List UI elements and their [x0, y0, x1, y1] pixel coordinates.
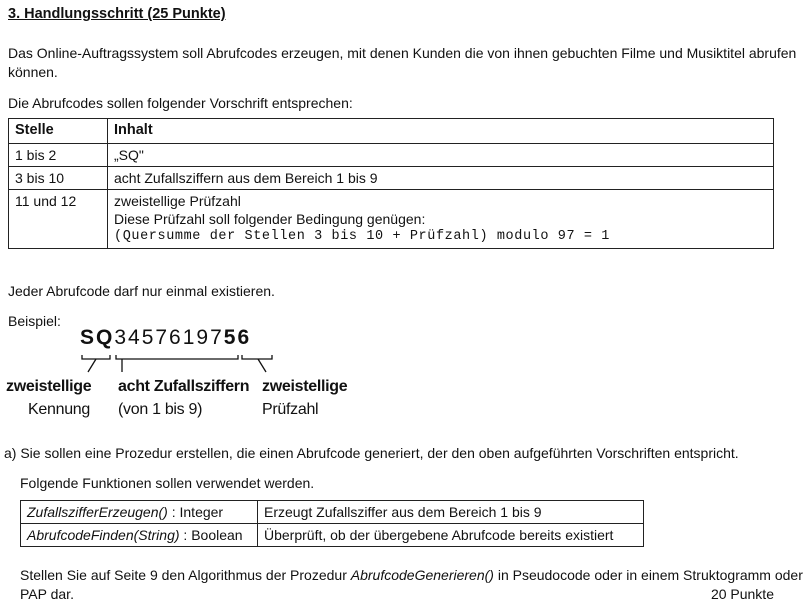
unique-note: Jeder Abrufcode darf nur einmal existieren.	[8, 283, 275, 299]
example-label: Beispiel:	[8, 313, 61, 329]
table-row	[21, 524, 644, 547]
header-inhalt: Inhalt	[108, 119, 774, 144]
inhalt-line: zweistellige Prüfzahl	[114, 193, 241, 209]
annotation-pruefzahl: zweistellige Prüfzahl	[262, 378, 348, 418]
rule-intro: Die Abrufcodes sollen folgender Vorschrift entsprechen:	[8, 95, 353, 111]
section-heading: 3. Handlungsschritt (25 Punkte)	[8, 6, 226, 22]
function-signature: ZufallszifferErzeugen() : Integer	[21, 501, 258, 524]
functions-table	[20, 500, 644, 547]
code-prefix: SQ	[80, 326, 115, 349]
closing-line-2: PAP dar.	[20, 586, 74, 602]
code-check: 56	[223, 326, 252, 349]
checksum-formula: (Quersumme der Stellen 3 bis 10 + Prüfzahl) modulo 97 = 1	[114, 229, 610, 244]
function-desc: Überprüft, ob der übergebene Abrufcode bereits existiert	[258, 524, 644, 547]
task-a-text: a) Sie sollen eine Prozedur erstellen, die einen Abrufcode generiert, der den oben aufgeführten Vorschriften entspricht.	[4, 445, 739, 461]
functions-intro: Folgende Funktionen sollen verwendet werden.	[20, 475, 315, 491]
code-digits: 34576197	[114, 326, 224, 349]
table-row	[21, 501, 644, 524]
points-label: 20 Punkte	[710, 586, 774, 602]
row-inhalt: acht Zufallsziffern aus dem Bereich 1 bis 9	[108, 167, 774, 190]
intro-line-1: Das Online-Auftragssystem soll Abrufcodes erzeugen, mit denen Kunden die von ihnen gebuchten Filme und Musiktitel abrufen	[8, 45, 797, 61]
intro-line-2: können.	[8, 64, 58, 80]
row-stelle: 11 und 12	[9, 190, 108, 249]
pointer-check	[258, 359, 266, 372]
closing-line-1: Stellen Sie auf Seite 9 den Algorithmus der Prozedur AbrufcodeGenerieren() in Pseudocode oder in einem Struktogramm oder	[20, 567, 803, 583]
bracket-prefix	[82, 355, 110, 359]
function-desc: Erzeugt Zufallsziffer aus dem Bereich 1 bis 9	[258, 501, 644, 524]
bracket-digits	[116, 355, 238, 359]
row-stelle: 3 bis 10	[9, 167, 108, 190]
inhalt-line: Diese Prüfzahl soll folgender Bedingung genügen:	[114, 211, 426, 227]
function-signature: AbrufcodeFinden(String) : Boolean	[21, 524, 258, 547]
row-stelle: 1 bis 2	[9, 144, 108, 167]
bracket-check	[242, 355, 272, 359]
pointer-prefix	[88, 359, 96, 372]
header-stelle: Stelle	[9, 119, 108, 144]
row-inhalt: „SQ"	[108, 144, 774, 167]
annotation-zufallsziffern: acht Zufallsziffern (von 1 bis 9)	[118, 378, 250, 418]
annotation-kennung: zweistellige Kennung	[6, 378, 92, 418]
